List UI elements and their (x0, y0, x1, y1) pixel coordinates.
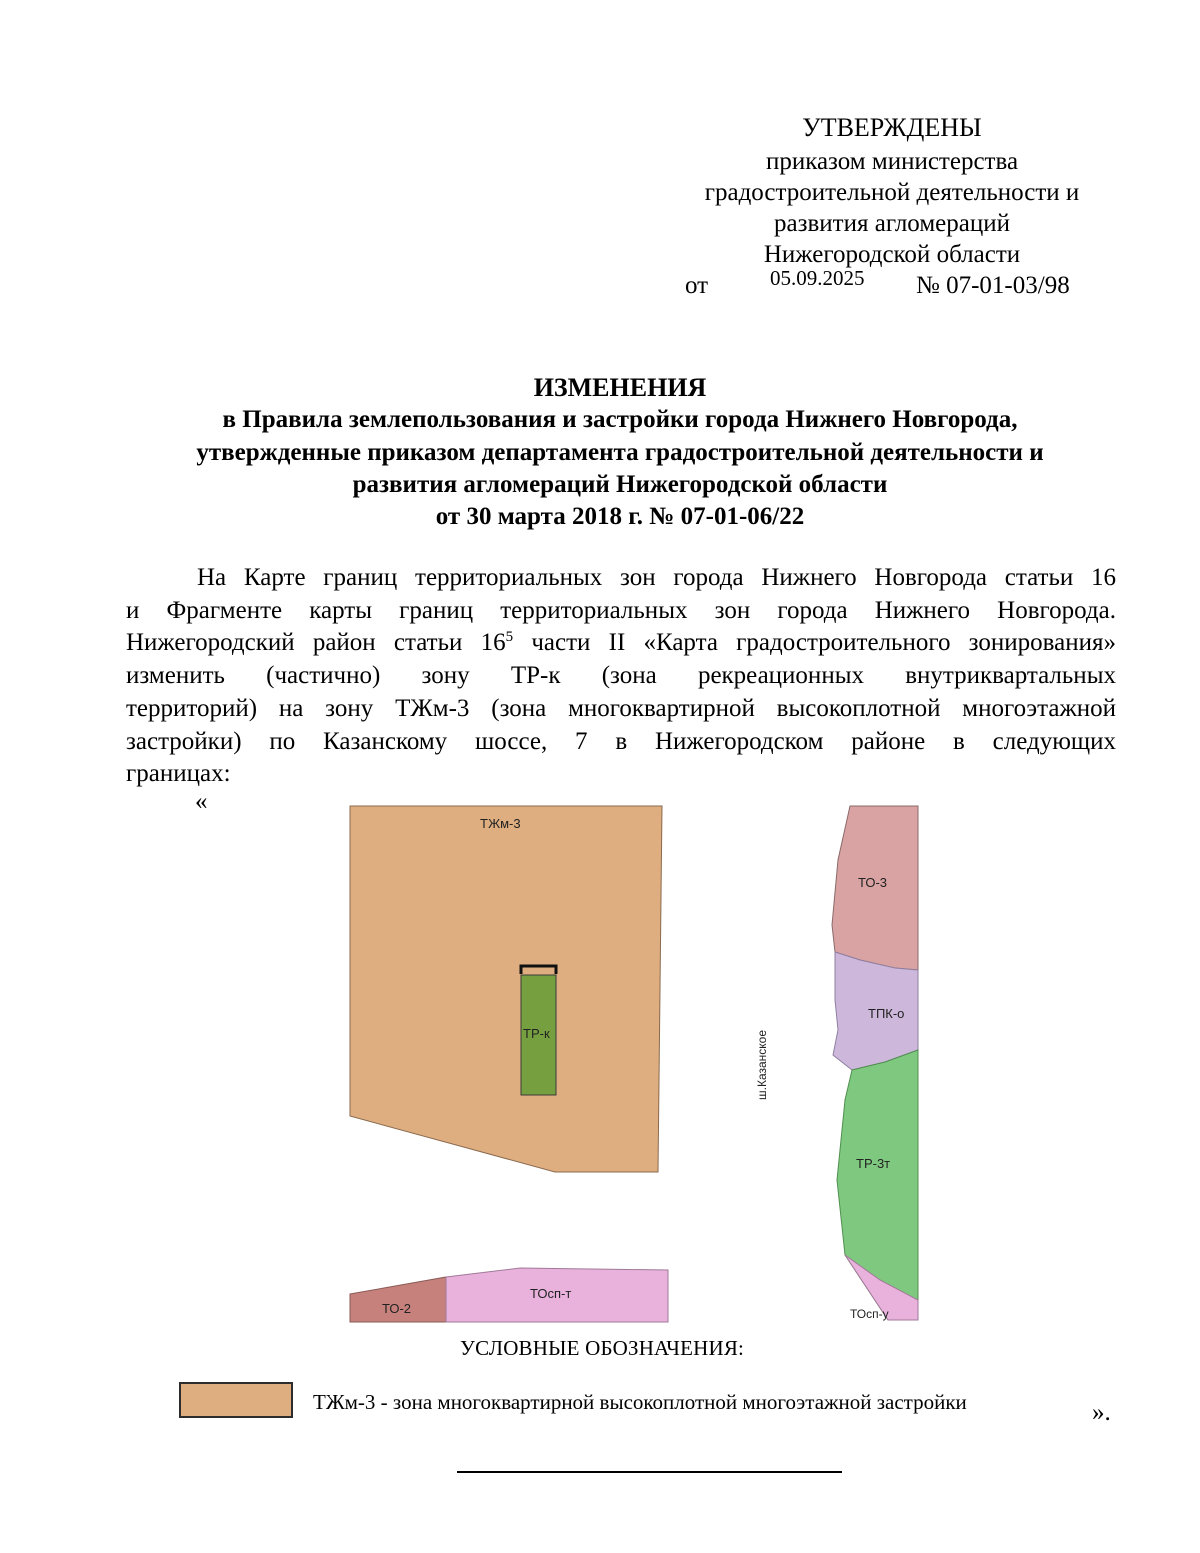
label-to3: ТО-3 (858, 875, 888, 890)
label-tzhm3: ТЖм-3 (480, 816, 521, 831)
heading-line-3: развития агломераций Нижегородской области (352, 471, 888, 498)
body-line-part: Нижегородский район статьи 16 (126, 629, 506, 657)
heading-line-1: в Правила землепользования и застройки города Нижнего Новгорода, (222, 406, 1018, 433)
superscript: 5 (505, 629, 514, 646)
label-tr3t: ТР-3т (856, 1156, 891, 1171)
opening-quote: « (195, 788, 208, 815)
approval-title: УТВЕРЖДЕНЫ (802, 113, 982, 142)
heading-line-2: утвержденные приказом департамента градостроительной деятельности и (196, 439, 1044, 466)
approval-line-3: развития агломераций (774, 210, 1010, 237)
body-line-part: части II «Карта градостроительного зонирования» (513, 629, 1116, 657)
approval-line-2: градостроительной деятельности и (704, 179, 1080, 206)
legend-item-text: ТЖм-3 - зона многоквартирной высокоплотной многоэтажной застройки (313, 1390, 967, 1414)
body-line: территорий) на зону ТЖм-3 (зона многоквартирной высокоплотной многоэтажной (126, 694, 1116, 722)
bottom-divider (457, 1471, 842, 1473)
legend-swatch-tzhm3 (179, 1382, 293, 1418)
body-paragraph (126, 562, 1116, 791)
document-title: ИЗМЕНЕНИЯ (533, 373, 707, 402)
label-tpko: ТПК-о (868, 1006, 905, 1021)
heading-line-4: от 30 марта 2018 г. № 07-01-06/22 (435, 503, 805, 530)
label-road: ш.Казанское (755, 1029, 769, 1100)
body-line: и Фрагменте карты границ территориальных зон города Нижнего Новгорода. (126, 596, 1116, 624)
body-line: застройки) по Казанскому шоссе, 7 в Нижегородском районе в следующих (126, 727, 1116, 755)
approval-number: № 07-01-03/98 (916, 272, 1070, 299)
zoning-map (340, 800, 930, 1325)
approval-line-4: Нижегородской области (763, 241, 1021, 268)
zone-tzhm3 (350, 806, 662, 1172)
legend-title: УСЛОВНЫЕ ОБОЗНАЧЕНИЯ: (460, 1336, 745, 1360)
label-tospt: ТОсп-т (530, 1286, 572, 1301)
approval-ot-label: от (685, 272, 709, 299)
approval-date: 05.09.2025 (770, 266, 865, 290)
label-to2: ТО-2 (382, 1301, 412, 1316)
body-line: изменить (частично) зону ТР-к (зона рекреационных внутриквартальных (126, 662, 1116, 690)
label-trk: ТР-к (523, 1026, 550, 1041)
body-line: На Карте границ территориальных зон города Нижнего Новгорода статьи 16 (197, 564, 1116, 591)
approval-line-1: приказом министерства (765, 148, 1019, 175)
closing-quote: ». (1092, 1399, 1111, 1426)
body-line (126, 627, 1116, 660)
label-tospu: ТОсп-у (850, 1307, 889, 1321)
body-line: границах: (126, 760, 231, 788)
